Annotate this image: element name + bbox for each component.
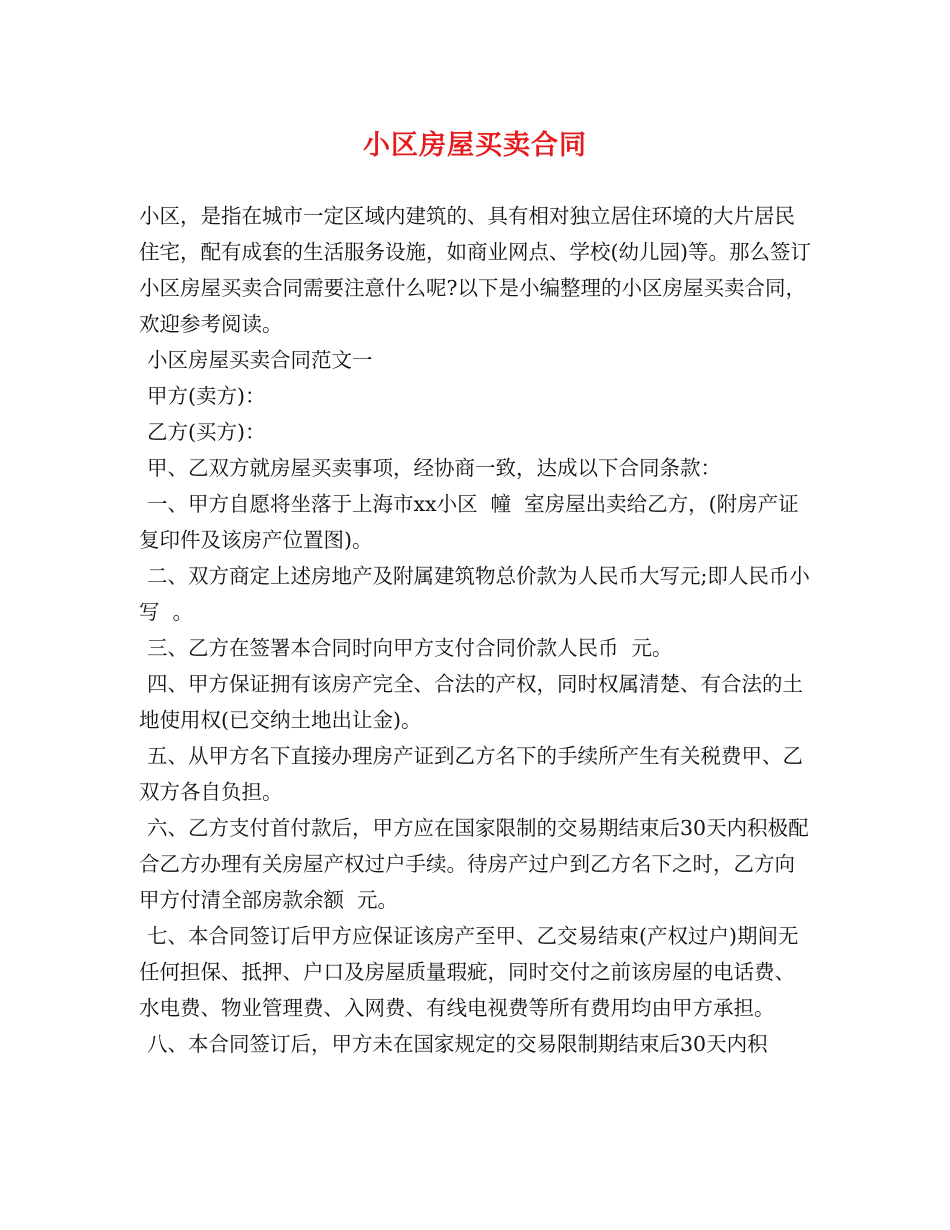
clause-4: 四、甲方保证拥有该房产完全、合法的产权，同时权属清楚、有合法的土地使用权(已交纳土地出让金)。: [139, 672, 803, 732]
paragraph-party-b: 乙方(买方)：: [147, 420, 266, 444]
paragraph-intro: 小区，是指在城市一定区域内建筑的、具有相对独立居住环境的大片居民住宅，配有成套的生活服务设施，如商业网点、学校(幼儿园)等。那么签订小区房屋买卖合同需要注意什么呢?以下是小编整理的小区房屋买卖合同，欢迎参考阅读。: [139, 204, 811, 336]
document-body: [139, 198, 815, 1062]
clause-8: 八、本合同签订后，甲方未在国家规定的交易限制期结束后30天内积: [147, 1032, 768, 1056]
clause-5: 五、从甲方名下直接办理房产证到乙方名下的手续所产生有关税费甲、乙双方各自负担。: [139, 744, 803, 804]
clause-1: 一、甲方自愿将坐落于上海市xx小区 幢 室房屋出卖给乙方，(附房产证复印件及该房产位置图)。: [139, 492, 799, 552]
paragraph-sample-heading: 小区房屋买卖合同范文一: [147, 348, 373, 372]
clause-6: 六、乙方支付首付款后，甲方应在国家限制的交易期结束后30天内积极配合乙方办理有关房屋产权过户手续。待房产过户到乙方名下之时，乙方向甲方付清全部房款余额 元。: [139, 816, 809, 912]
clause-2: 二、双方商定上述房地产及附属建筑物总价款为人民币大写元;即人民币小写 。: [139, 564, 810, 624]
paragraph-party-a: 甲方(卖方)：: [147, 384, 266, 408]
paragraph-agreement: 甲、乙双方就房屋买卖事项，经协商一致，达成以下合同条款：: [147, 456, 721, 480]
clause-7: 七、本合同签订后甲方应保证该房产至甲、乙交易结束(产权过户)期间无任何担保、抵押、户口及房屋质量瑕疵，同时交付之前该房屋的电话费、水电费、物业管理费、入网费、有线电视费等所有费用均由甲方承担。: [139, 924, 799, 1020]
clause-3: 三、乙方在签署本合同时向甲方支付合同价款人民币 元。: [147, 636, 673, 660]
document-title: 小区房屋买卖合同: [363, 130, 587, 161]
